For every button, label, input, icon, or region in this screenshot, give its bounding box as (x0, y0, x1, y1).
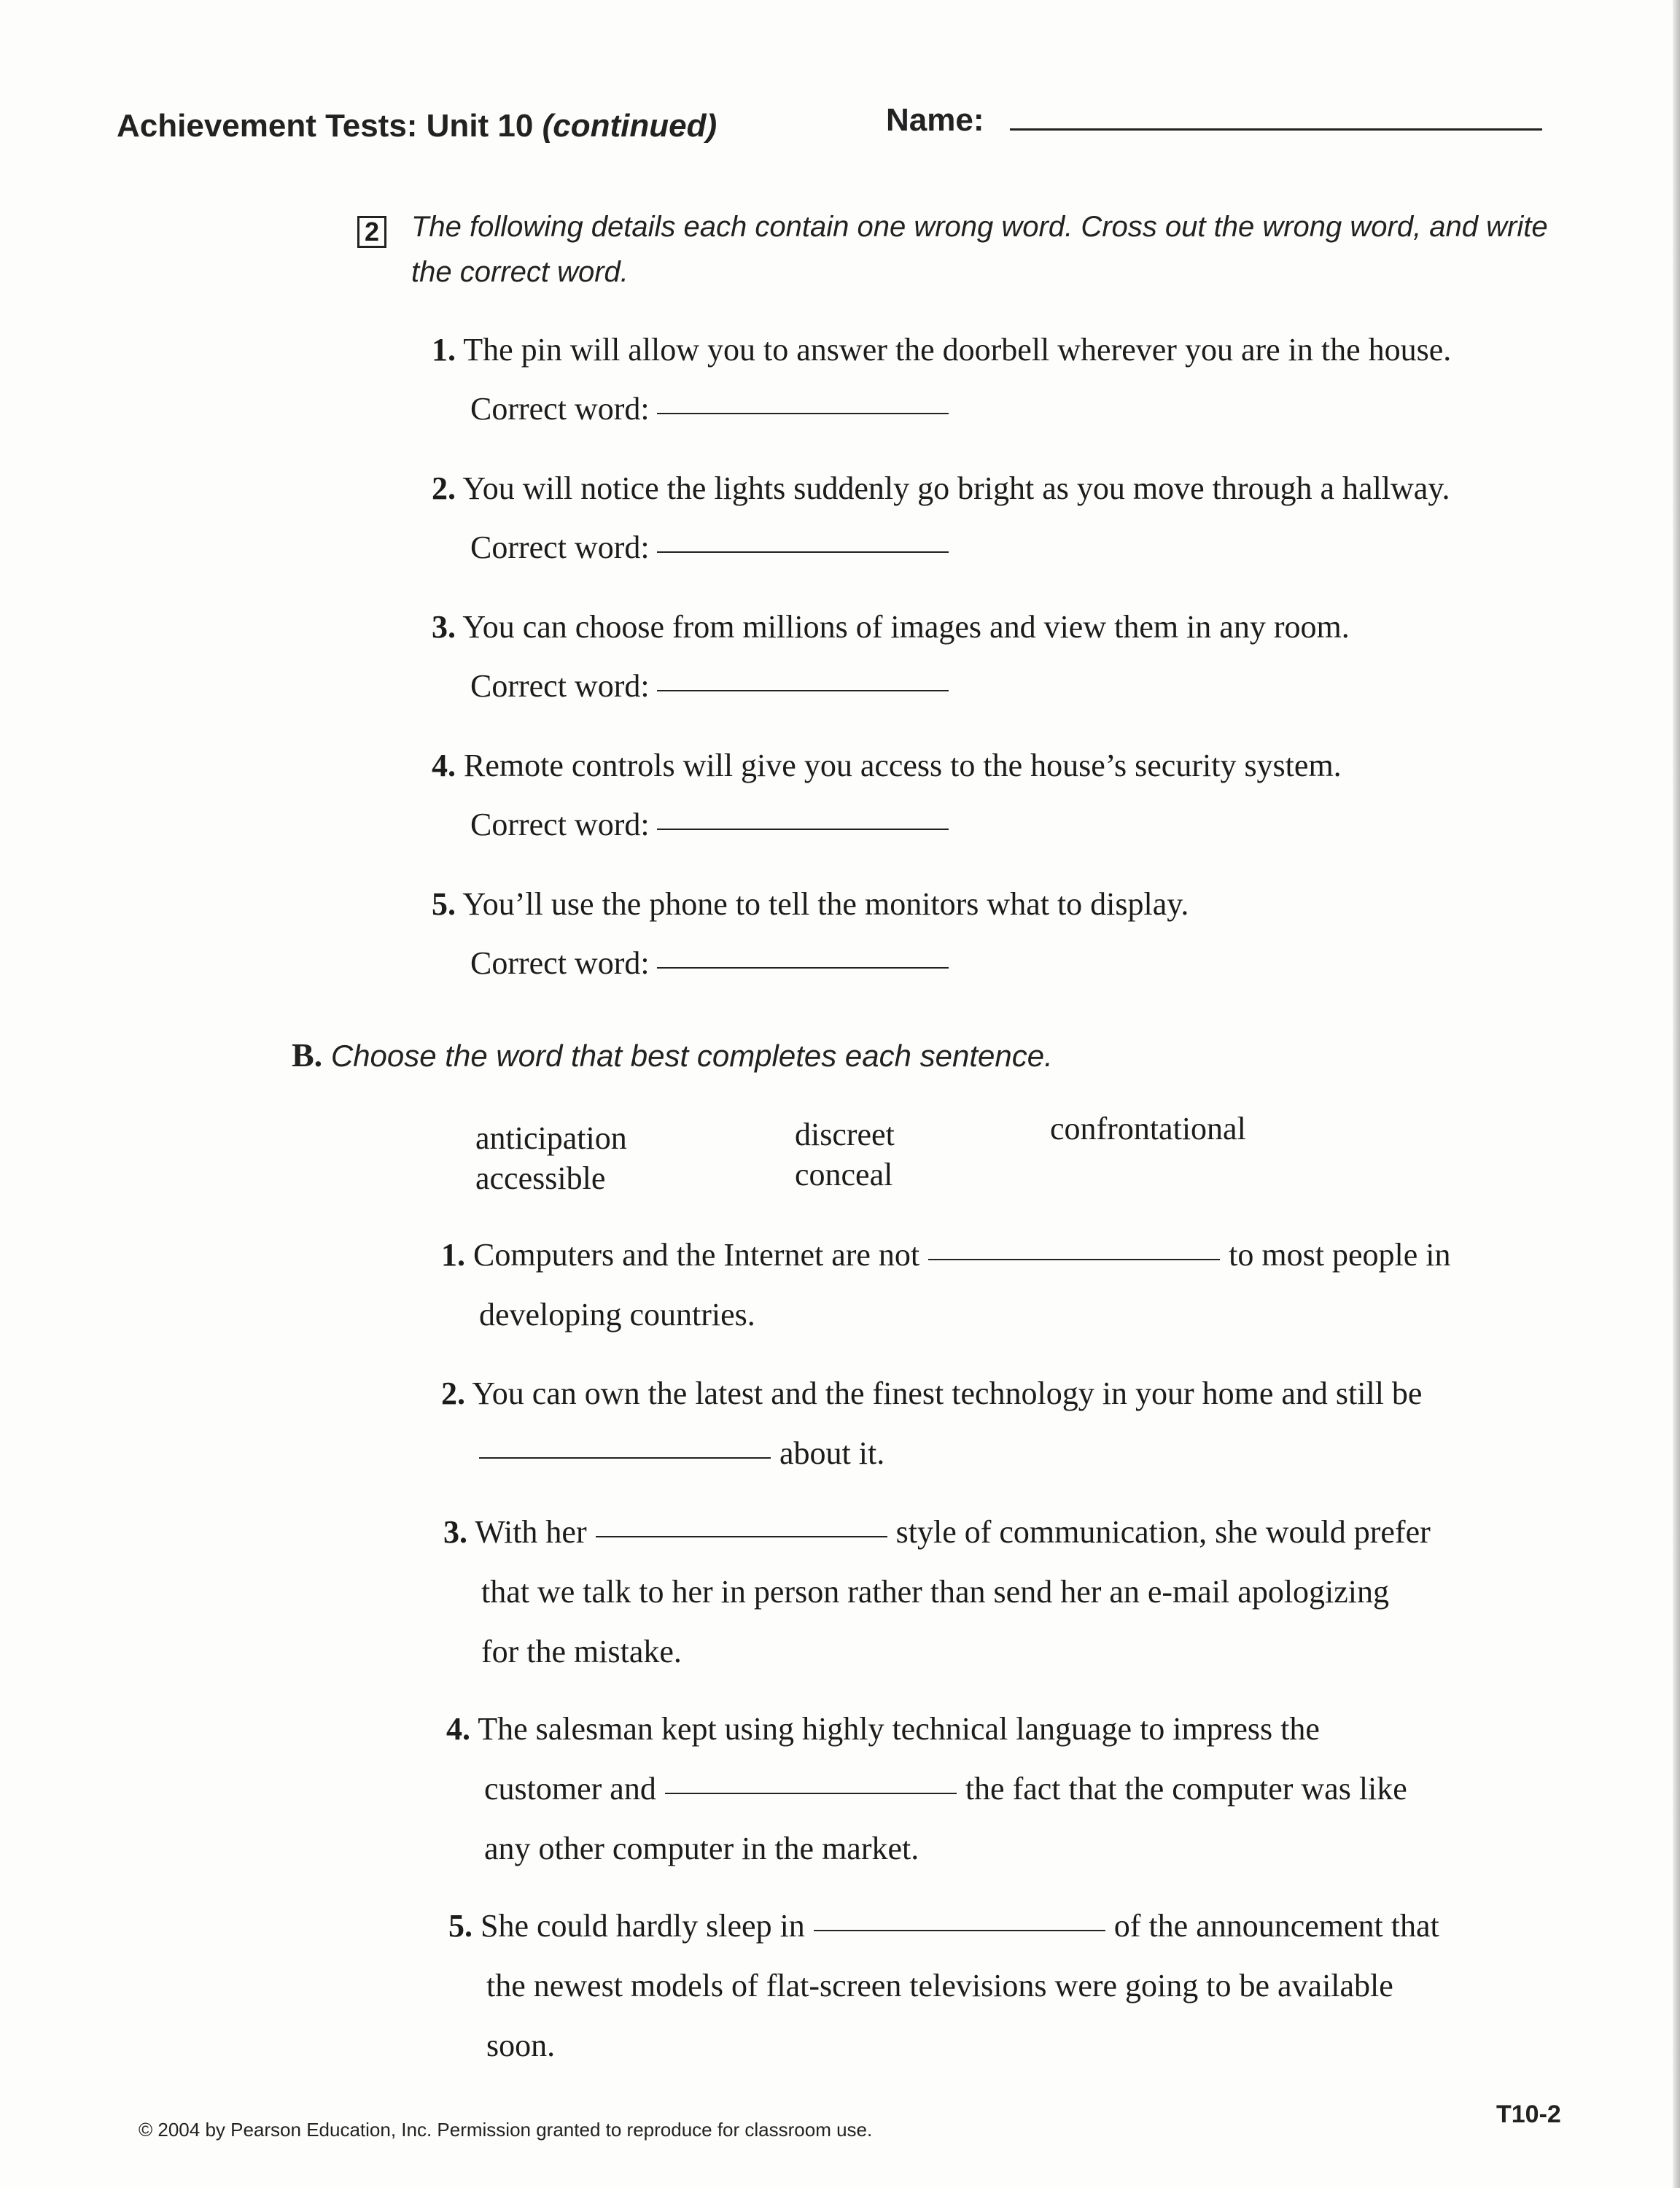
page-title: Achievement Tests: Unit 10 (continued) (117, 108, 718, 144)
item-sentence: You can choose from millions of images and view them in any room. (462, 609, 1350, 645)
section-2-instruction: The following details each contain one wrong word. Cross out the wrong word, and write the correct word. (411, 211, 1548, 288)
correct-word-label: Correct word: (470, 807, 650, 842)
correct-word-label: Correct word: (470, 945, 650, 981)
correct-word-blank[interactable] (657, 548, 949, 553)
list-item: 3. With her style of communication, she would prefer that we talk to her in person rather than send her an e-mail apologizing for the mistake. (443, 1514, 1431, 1669)
correct-word-label: Correct word: (470, 529, 650, 565)
word-bank-item: anticipation (475, 1120, 627, 1156)
word-bank-item: accessible (475, 1160, 606, 1196)
item-number: 1. (432, 332, 456, 368)
correct-word-blank[interactable] (657, 964, 949, 969)
page-number: T10-2 (1496, 2100, 1561, 2128)
correct-word-blank[interactable] (657, 826, 949, 830)
answer-blank[interactable] (479, 1454, 771, 1459)
answer-blank[interactable] (814, 1927, 1105, 1931)
list-item: 2. You can own the latest and the finest technology in your home and still be about it. (441, 1376, 1423, 1471)
correct-word-label: Correct word: (470, 391, 650, 427)
correct-word-label: Correct word: (470, 668, 650, 704)
section-number-box: 2 (357, 216, 386, 248)
word-bank-item: conceal (795, 1157, 893, 1192)
item-sentence: You’ll use the phone to tell the monitors what to display. (462, 886, 1189, 922)
correct-word-row (470, 806, 949, 843)
word-bank-item: discreet (795, 1117, 895, 1152)
answer-blank[interactable] (928, 1256, 1220, 1260)
answer-blank[interactable] (665, 1790, 957, 1794)
item-number: 5. (448, 1908, 472, 1944)
item-sentence: The pin will allow you to answer the doorbell wherever you are in the house. (463, 332, 1452, 368)
item-number: 4. (446, 1711, 470, 1747)
correct-word-row (470, 944, 949, 982)
scan-edge (1673, 0, 1680, 2188)
item-sentence: Remote controls will give you access to the house’s security system. (464, 748, 1342, 783)
list-item (432, 744, 1342, 788)
correct-word-row (470, 390, 949, 427)
list-item: 5. She could hardly sleep in of the announcement that the newest models of flat-screen televisions were going to be available soon. (448, 1908, 1439, 2063)
name-blank[interactable] (1010, 128, 1542, 131)
list-item (432, 882, 1189, 926)
correct-word-row (470, 529, 949, 566)
item-number: 3. (443, 1514, 467, 1550)
item-number: 5. (432, 886, 456, 922)
copyright-notice: © 2004 by Pearson Education, Inc. Permission granted to reproduce for classroom use. (139, 2119, 873, 2141)
correct-word-blank[interactable] (657, 687, 949, 691)
correct-word-row (470, 667, 949, 705)
answer-blank[interactable] (596, 1533, 887, 1537)
item-sentence: You will notice the lights suddenly go bright as you move through a hallway. (462, 470, 1450, 506)
section-b-instruction: B. Choose the word that best completes each sentence. (292, 1036, 1053, 1074)
list-item (432, 328, 1451, 372)
correct-word-blank[interactable] (657, 410, 949, 414)
item-number: 3. (432, 609, 456, 645)
list-item (432, 467, 1450, 511)
item-number: 2. (441, 1376, 465, 1411)
word-bank-item: confrontational (1050, 1111, 1246, 1147)
name-label: Name: (886, 102, 984, 138)
list-item: 4. The salesman kept using highly technical language to impress the customer and the fact that the computer was like any other computer in the market. (446, 1711, 1407, 1866)
item-number: 4. (432, 748, 456, 783)
list-item (432, 605, 1350, 649)
list-item: 1. Computers and the Internet are not to most people in developing countries. (441, 1237, 1451, 1332)
item-number: 1. (441, 1237, 465, 1273)
section-letter: B. (292, 1036, 323, 1074)
page-header (117, 102, 1546, 160)
item-number: 2. (432, 470, 456, 506)
